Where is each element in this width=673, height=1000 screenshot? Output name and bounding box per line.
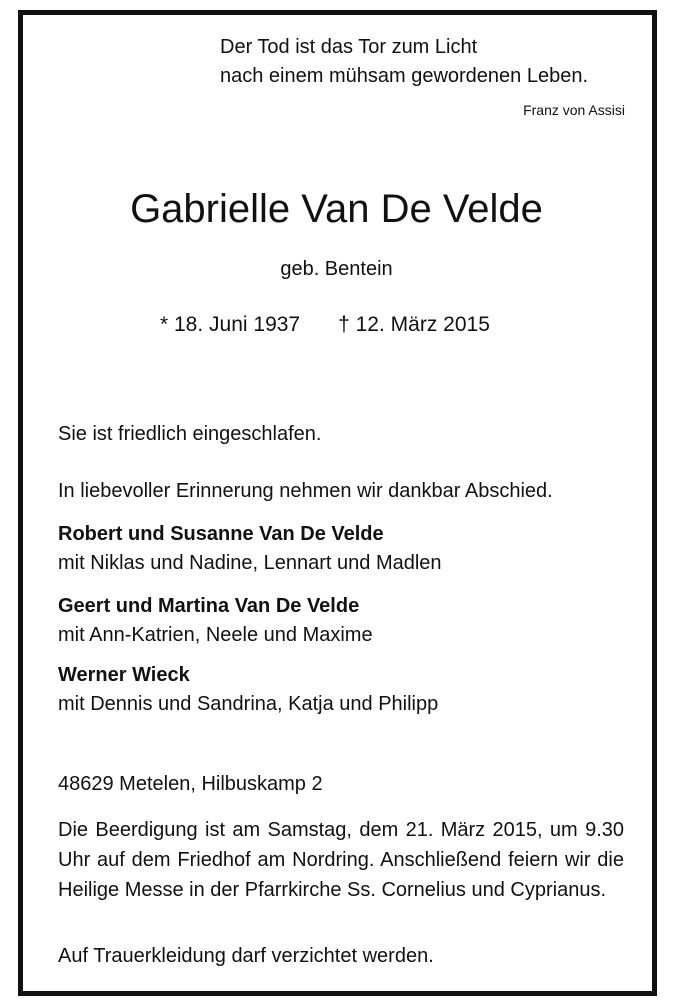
family-children: mit Dennis und Sandrina, Katja und Philipp <box>58 693 439 715</box>
life-dates <box>160 313 490 337</box>
family-children: mit Niklas und Nadine, Lennart und Madlen <box>58 552 442 574</box>
quote <box>220 33 588 91</box>
family-name: Robert und Susanne Van De Velde <box>58 523 384 545</box>
quote-author: Franz von Assisi <box>523 102 625 118</box>
farewell-text: In liebevoller Erinnerung nehmen wir dankbar Abschied. <box>58 480 553 502</box>
family-entry <box>58 520 624 578</box>
mourning-note: Auf Trauerkleidung darf verzichtet werden. <box>58 945 434 967</box>
quote-line-1: Der Tod ist das Tor zum Licht <box>220 36 478 58</box>
birth-date: * 18. Juni 1937 <box>160 313 301 336</box>
address: 48629 Metelen, Hilbuskamp 2 <box>58 773 323 795</box>
peaceful-text: Sie ist friedlich eingeschlafen. <box>58 423 322 445</box>
family-entry <box>58 661 624 719</box>
family-name: Geert und Martina Van De Velde <box>58 595 360 617</box>
deceased-name: Gabrielle Van De Velde <box>130 187 543 231</box>
maiden-name: geb. Bentein <box>280 258 393 280</box>
family-name: Werner Wieck <box>58 664 190 686</box>
death-date: † 12. März 2015 <box>338 313 490 336</box>
funeral-info: Die Beerdigung ist am Samstag, dem 21. März 2015, um 9.30 Uhr auf dem Friedhof am Nordring. Anschließend feiern wir die Heilige Messe in der Pfarrkirche Ss. Cornelius und Cyprianus. <box>58 819 624 901</box>
family-entry <box>58 592 624 650</box>
family-children: mit Ann-Katrien, Neele und Maxime <box>58 624 373 646</box>
quote-line-2: nach einem mühsam gewordenen Leben. <box>220 65 589 87</box>
